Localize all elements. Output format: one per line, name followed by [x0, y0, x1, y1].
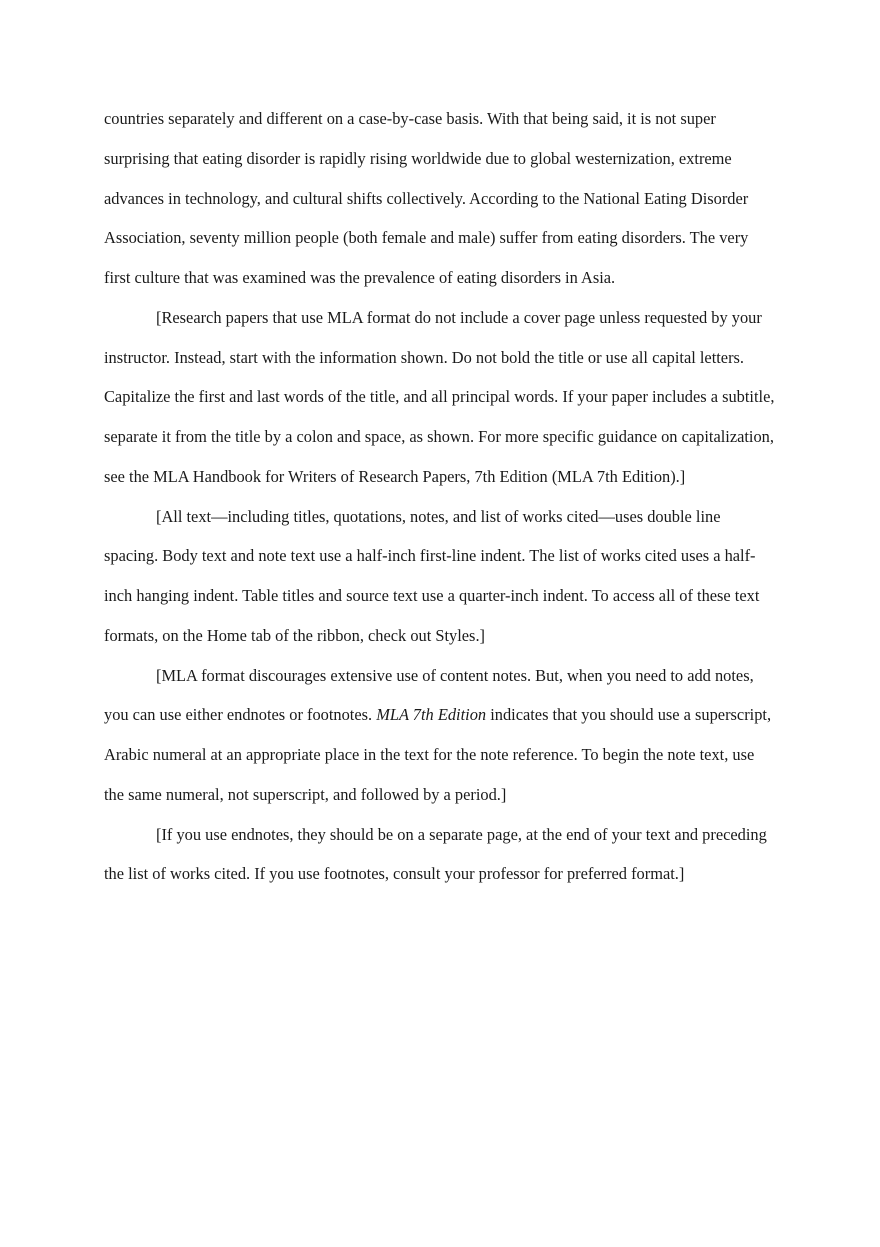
body-paragraph-continuation: countries separately and different on a case-by-case basis. With that being said, it is not super surprising that eating disorder is rapidly rising worldwide due to global westernization, extreme advances in technology, and cultural shifts collectively. According to the National Eating Disorder Association, seventy million people (both female and male) suffer from eating disorders. The very first culture that was examined was the prevalence of eating disorders in Asia.: [104, 109, 749, 287]
content-notes-text-start: [MLA format discourages extensive use of content notes. But, when you need to add notes, you can use either endnotes or footnotes.: [104, 665, 754, 725]
note-paragraph-content-notes: [104, 656, 776, 815]
content-notes-text-end: indicates that you should use a superscript, Arabic numeral at an appropriate place in the text for the note reference. To begin the note text, use the same numeral, not superscript, and followed by a period.]: [104, 705, 772, 804]
mla-edition-italic: MLA 7th Edition: [376, 705, 487, 725]
note-paragraph-endnotes: [If you use endnotes, they should be on a separate page, at the end of your text and preceding the list of works cited. If you use footnotes, consult your professor for preferred format.]: [104, 824, 767, 884]
note-paragraph-cover-page: [Research papers that use MLA format do not include a cover page unless requested by your instructor. Instead, start with the information shown. Do not bold the title or use all capital letters. Capitalize the first and last words of the title, and all principal words. If your paper includes a subtitle, separate it from the title by a colon and space, as shown. For more specific guidance on capitalization, see the MLA Handbook for Writers of Research Papers, 7th Edition (MLA 7th Edition).]: [104, 307, 775, 486]
note-paragraph-spacing: [All text—including titles, quotations, notes, and list of works cited—uses double line spacing. Body text and note text use a half-inch first-line indent. The list of works cited uses a half-inch hanging indent. Table titles and source text use a quarter-inch indent. To access all of these text formats, on the Home tab of the ribbon, check out Styles.]: [104, 506, 760, 645]
